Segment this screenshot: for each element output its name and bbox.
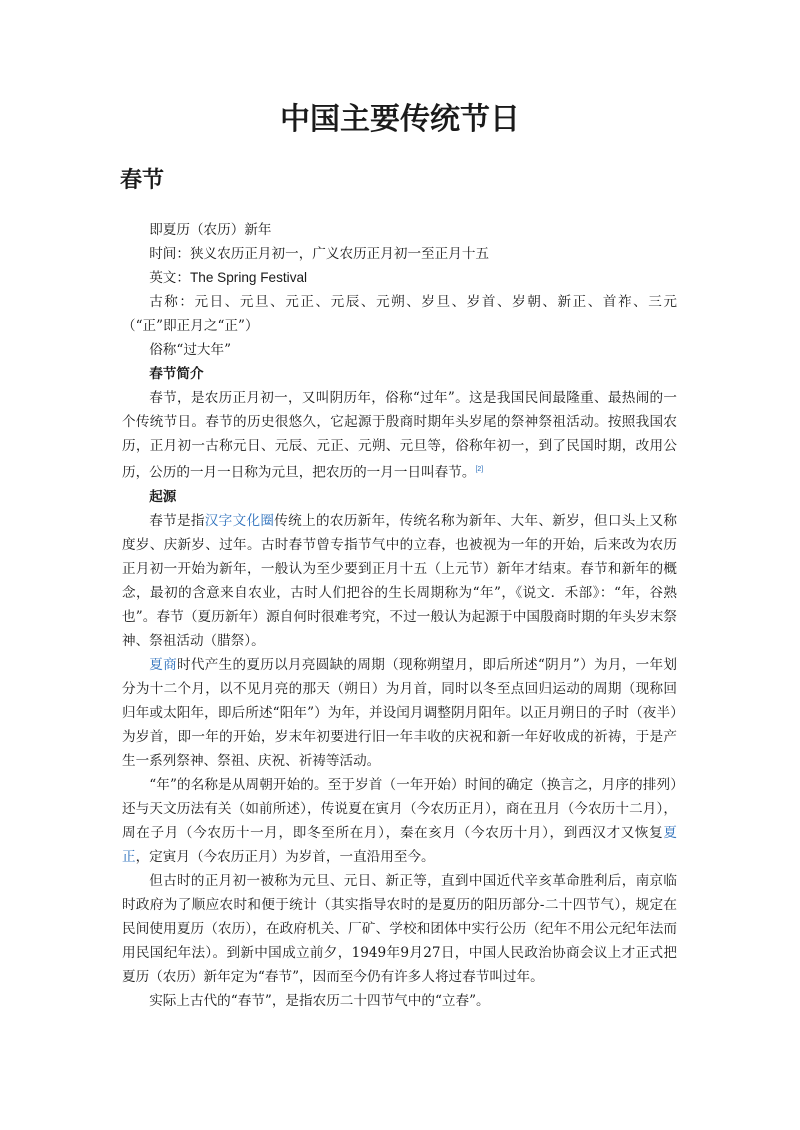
paragraph-origin-5: 实际上古代的“春节”，是指农历二十四节气中的“立春”。	[149, 992, 490, 1009]
info-english-label: 英文：	[149, 270, 190, 286]
paragraph-intro-text: 春节，是农历正月初一，又叫阴历年，俗称“过年”。这是我国民间最隆重、最热闹的一个传统节日。春节的历史很悠久，它起源于殷商时期年头岁尾的祭神祭祖活动。按照我国农历，正月初一古称元日、元辰、元正、元朔、元旦等，俗称年初一，到了民国时期，改用公历，公历的一月一日称为元旦，把农历的一月一日叫春节。	[122, 390, 677, 481]
paragraph-origin-3-text-b: ，定寅月（今农历正月）为岁首，一直沿用至今。	[135, 848, 435, 865]
document-title: 中国主要传统节日	[280, 102, 520, 137]
paragraph-intro	[122, 386, 677, 485]
subheading-origin: 起源	[149, 488, 177, 505]
info-english	[122, 266, 677, 290]
info-common-name: 俗称“过大年”	[149, 342, 232, 358]
info-ancient-names: 古称：元日、元旦、元正、元辰、元朔、岁旦、岁首、岁朝、新正、首祚、三元（“正”即正月之“正”）	[122, 294, 677, 334]
link-xia-zheng[interactable]: 夏正	[122, 824, 677, 865]
document-body	[122, 218, 677, 1013]
link-xia-shang[interactable]: 夏商	[149, 656, 177, 673]
info-time: 时间：狭义农历正月初一，广义农历正月初一至正月十五	[149, 246, 490, 262]
paragraph-origin-2-text: 时代产生的夏历以月亮圆缺的周期（现称朔望月，即后所述“阴月”）为月，一年划分为十二个月，以不见月亮的那天（朔日）为月首，同时以冬至点回归运动的周期（现称回归年或太阳年，即后所述“阳年”）为年，并设闰月调整阴月阳年。以正月朔日的子时（夜半）为岁首，即一年的开始，岁末年初要进行旧一年丰收的庆祝和新一年好收成的祈祷，于是产生一系列祭神、祭祖、庆祝、祈祷等活动。	[122, 656, 677, 769]
paragraph-origin-1-text-a: 春节是指	[149, 512, 205, 529]
reference-link[interactable]: [2]	[475, 466, 484, 473]
section-heading-spring-festival: 春节	[120, 168, 165, 193]
paragraph-origin-4: 但古时的正月初一被称为元旦、元日、新正等，直到中国近代辛亥革命胜利后，南京临时政府为了顺应农时和便于统计（其实指导农时的是夏历的阳历部分-二十四节气），规定在民间使用夏历（农历），在政府机关、厂矿、学校和团体中实行公历（纪年不用公元纪年法而用民国纪年法）。到新中国成立前夕，1949年9月27日，中国人民政治协商会议上才正式把夏历（农历）新年定为“春节”，因而至今仍有许多人将过春节叫过年。	[122, 872, 677, 985]
paragraph-origin-1-text-b: 传统上的农历新年，传统名称为新年、大年、新岁，但口头上又称度岁、庆新岁、过年。古时春节曾专指节气中的立春，也被视为一年的开始，后来改为农历正月初一开始为新年，一般认为至少要到正月十五（上元节）新年才结束。春节和新年的概念，最初的含意来自农业，古时人们把谷的生长周期称为“年”，《说文．禾部》：“年，谷熟也”。春节（夏历新年）源自何时很难考究，不过一般认为起源于中国殷商时期的年头岁末祭神、祭祖活动（腊祭）。	[122, 512, 678, 649]
paragraph-origin-3	[122, 773, 677, 869]
paragraph-origin-1	[122, 509, 677, 653]
info-alias: 即夏历（农历）新年	[149, 222, 272, 238]
info-english-value: The Spring Festival	[189, 270, 308, 285]
subheading-intro: 春节简介	[149, 366, 204, 382]
paragraph-origin-3-text-a: “年”的名称是从周朝开始的。至于岁首（一年开始）时间的确定（换言之，月序的排列）还与天文历法有关（如前所述），传说夏在寅月（今农历正月），商在丑月（今农历十二月），周在子月（今农历十一月，即冬至所在月），秦在亥月（今农历十月），到西汉才又恢复	[122, 776, 677, 841]
link-sinosphere[interactable]: 汉字文化圈	[204, 512, 275, 529]
paragraph-origin-2	[122, 653, 677, 773]
